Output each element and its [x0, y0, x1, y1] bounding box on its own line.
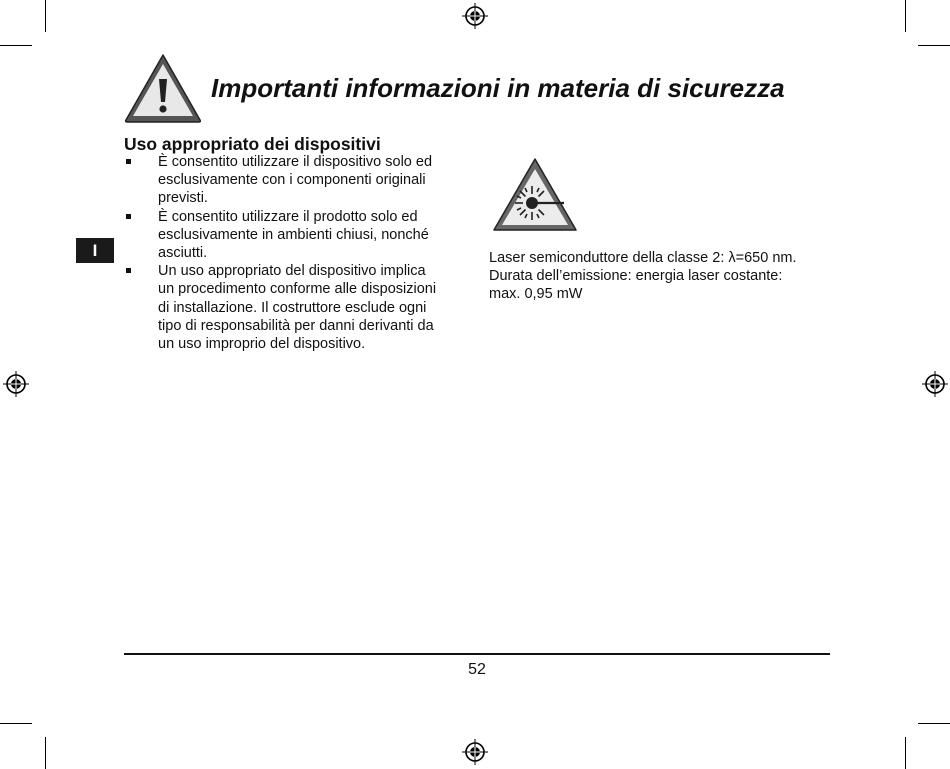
list-item-line: esclusivamente in ambienti chiusi, nonché [158, 226, 429, 243]
bullet-icon [126, 159, 131, 164]
registration-mark-icon [3, 371, 29, 397]
list-item-line: È consentito utilizzare il prodotto solo ed [158, 208, 418, 225]
list-item [124, 262, 464, 353]
registration-mark-icon [922, 371, 948, 397]
page-number: 52 [468, 661, 486, 678]
registration-mark-icon [462, 3, 488, 29]
footer-divider [124, 653, 830, 655]
list-item-line: un uso improprio del dispositivo. [158, 336, 366, 353]
crop-mark-br-h [918, 723, 950, 724]
section-heading: Uso appropriato dei dispositivi [124, 134, 381, 154]
crop-mark-bl-h [0, 723, 32, 724]
language-tab: I [76, 238, 114, 263]
laser-info-line: max. 0,95 mW [489, 286, 583, 303]
crop-mark-tr-h [918, 45, 950, 46]
list-item-line: tipo di responsabilità per danni derivanti da [158, 317, 434, 334]
bullet-icon [126, 214, 131, 219]
crop-mark-tl-h [0, 45, 32, 46]
crop-mark-br-v [905, 737, 906, 769]
list-item-line: previsti. [158, 190, 208, 207]
crop-mark-bl-v [45, 737, 46, 769]
crop-mark-tl-v [45, 0, 46, 32]
registration-mark-icon [462, 739, 488, 765]
laser-info [489, 249, 829, 304]
list-item-line: asciutti. [158, 245, 208, 262]
crop-mark-tr-v [905, 0, 906, 32]
list-item [124, 153, 464, 208]
list-item-line: di installazione. Il costruttore esclude ogni [158, 299, 427, 316]
bullet-list [124, 153, 464, 353]
laser-warning-icon [490, 156, 580, 234]
list-item-line: Un uso appropriato del dispositivo implica [158, 263, 426, 280]
list-item-line: esclusivamente con i componenti originali [158, 172, 426, 189]
laser-info-line: Laser semiconduttore della classe 2: λ=650 nm. [489, 250, 797, 266]
list-item [124, 208, 464, 263]
list-item-line: un procedimento conforme alle disposizioni [158, 281, 437, 298]
list-item-line: È consentito utilizzare il dispositivo solo ed [158, 154, 433, 170]
page-title: Importanti informazioni in materia di sicurezza [211, 73, 785, 103]
warning-triangle-icon [123, 52, 203, 124]
laser-info-line: Durata dell’emissione: energia laser costante: [489, 268, 783, 285]
bullet-icon [126, 268, 131, 273]
